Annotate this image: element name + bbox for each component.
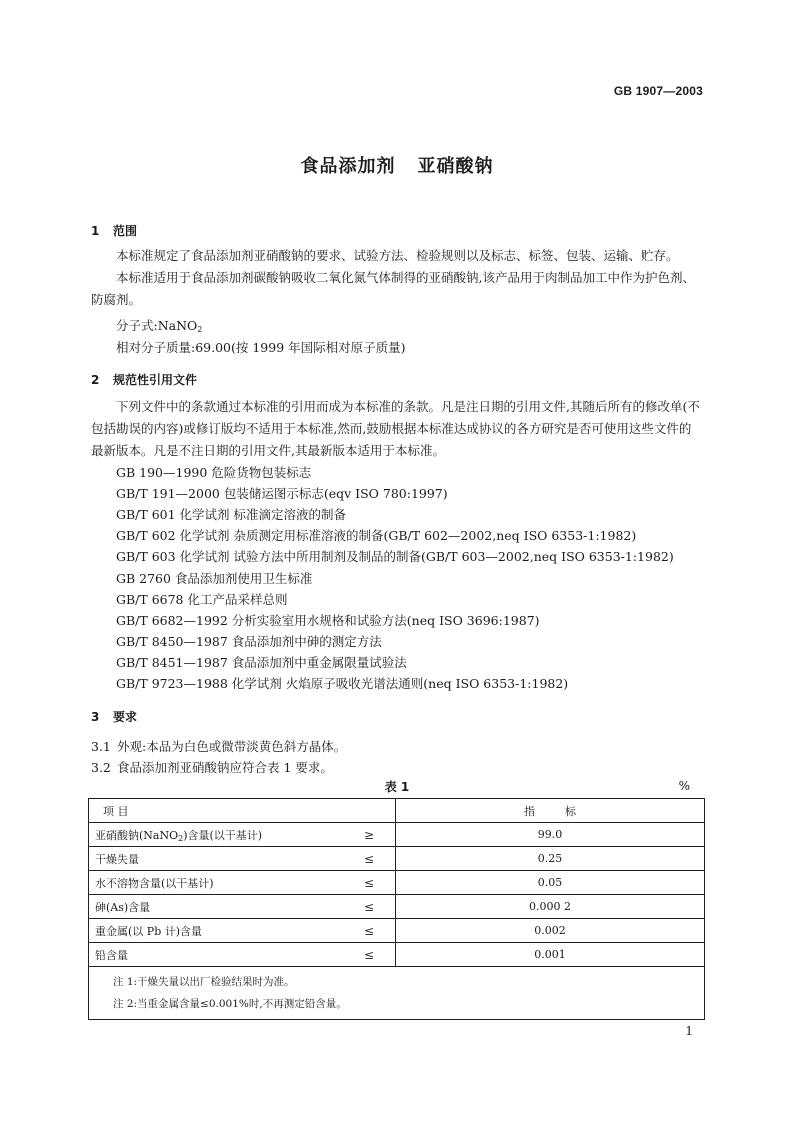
comparison-symbol: ≤: [343, 919, 396, 943]
table-notes-row: [89, 967, 705, 1020]
section-2-intro: 下列文件中的条款通过本标准的引用而成为本标准的条款。凡是注日期的引用文件,其随后所有的修改单(不包括勘误的内容)或修订版均不适用于本标准,然而,鼓励根据本标准达成协议的各方研究是否可使用这些文件的最新版本。凡是不注日期的引用文件,其最新版本适用于本标准。: [91, 399, 700, 458]
header-value-b: 标: [565, 804, 576, 818]
item-name: 干燥失量: [89, 847, 344, 871]
requirements-table: [88, 798, 705, 1020]
item-name: 砷(As)含量: [89, 895, 344, 919]
formula-label: 分子式:NaNO: [116, 318, 198, 333]
clause-text: 食品添加剂亚硝酸钠应符合表 1 要求。: [117, 760, 333, 775]
formula-subscript: 2: [197, 325, 203, 334]
item-value: 0.001: [396, 943, 705, 967]
item-value: 0.002: [396, 919, 705, 943]
reference-item: GB/T 603 化学试剂 试验方法中所用制剂及制品的制备(GB/T 603—2002,neq ISO 6353-1:1982): [116, 549, 674, 564]
reference-item: GB 2760 食品添加剂使用卫生标准: [116, 571, 313, 586]
comparison-symbol: ≤: [343, 895, 396, 919]
reference-item: GB/T 602 化学试剂 杂质测定用标准溶液的制备(GB/T 602—2002,neq ISO 6353-1:1982): [116, 528, 637, 543]
reference-item: GB/T 191—2000 包装储运图示标志(eqv ISO 780:1997): [116, 486, 448, 501]
reference-item: GB/T 8451—1987 食品添加剂中重金属限量试验法: [116, 655, 407, 670]
reference-item: GB/T 8450—1987 食品添加剂中砷的测定方法: [116, 634, 382, 649]
header-value-a: 指: [524, 804, 535, 818]
table-note: 注 2:当重金属含量≤0.001%时,不再测定铅含量。: [113, 998, 347, 1010]
molecular-formula: [116, 316, 202, 334]
table-row: [89, 871, 705, 895]
section-3-heading: [91, 708, 137, 725]
reference-item: GB/T 9723—1988 化学试剂 火焰原子吸收光谱法通则(neq ISO 6353-1:1982): [116, 676, 569, 691]
section-1-heading: [91, 222, 137, 239]
table-unit: %: [678, 779, 690, 793]
comparison-symbol: ≤: [343, 871, 396, 895]
section-number: 3: [91, 710, 100, 724]
clause-3-1: [91, 737, 346, 755]
item-name-text: 亚硝酸钠(NaNO: [95, 828, 179, 842]
standard-number: GB 1907—2003: [613, 84, 703, 98]
table-header-row: [89, 799, 705, 823]
item-name: 水不溶物含量(以干基计): [89, 871, 344, 895]
table-row: [89, 895, 705, 919]
clause-3-2: [91, 758, 333, 776]
table-notes: [89, 967, 705, 1020]
section-1-paragraph-2: 本标准适用于食品添加剂碳酸钠吸收二氧化氮气体制得的亚硝酸钠,该产品用于肉制品加工中作为护色剂、防腐剂。: [91, 270, 695, 307]
clause-text: 外观:本品为白色或微带淡黄色斜方晶体。: [117, 739, 347, 754]
table-row: [89, 919, 705, 943]
comparison-symbol: ≤: [343, 847, 396, 871]
section-number: 1: [91, 224, 100, 238]
item-name-subscript: 2: [178, 833, 184, 843]
section-title: 规范性引用文件: [113, 373, 198, 387]
table-row: [89, 847, 705, 871]
comparison-symbol: ≤: [343, 943, 396, 967]
clause-number: 3.1: [91, 739, 111, 754]
item-name: 铅含量: [89, 943, 344, 967]
comparison-symbol: ≥: [343, 823, 396, 847]
reference-item: GB/T 601 化学试剂 标准滴定溶液的制备: [116, 507, 346, 522]
reference-item: GB 190—1990 危险货物包装标志: [116, 465, 312, 480]
reference-item: GB/T 6678 化工产品采样总则: [116, 592, 288, 607]
item-value: 0.000 2: [396, 895, 705, 919]
document-title: [0, 152, 794, 178]
header-item: 项 目: [89, 799, 396, 823]
item-value: 99.0: [396, 823, 705, 847]
table-row: [89, 943, 705, 967]
reference-item: GB/T 6682—1992 分析实验室用水规格和试验方法(neq ISO 3696:1987): [116, 613, 540, 628]
section-title: 范围: [113, 224, 138, 238]
table-row: [89, 823, 705, 847]
item-value: 0.25: [396, 847, 705, 871]
item-name: 重金属(以 Pb 计)含量: [89, 919, 344, 943]
title-part-1: 食品添加剂: [300, 156, 396, 177]
title-part-2: 亚硝酸钠: [417, 156, 494, 177]
item-value: 0.05: [396, 871, 705, 895]
page-number: 1: [685, 1024, 693, 1038]
molecular-mass: 相对分子质量:69.00(按 1999 年国际相对原子质量): [116, 340, 406, 355]
clause-number: 3.2: [91, 760, 111, 775]
item-name: [89, 823, 344, 847]
section-2-heading: [91, 371, 197, 388]
section-number: 2: [91, 373, 100, 387]
table-caption: 表 1: [384, 780, 410, 794]
table-note: 注 1:干燥失量以出厂检验结果时为准。: [113, 976, 295, 988]
section-1-paragraph-1: 本标准规定了食品添加剂亚硝酸钠的要求、试验方法、检验规则以及标志、标签、包装、运输、贮存。: [116, 248, 679, 263]
section-title: 要求: [113, 710, 138, 724]
header-value: [396, 799, 705, 823]
item-name-tail: )含量(以干基计): [183, 828, 263, 842]
